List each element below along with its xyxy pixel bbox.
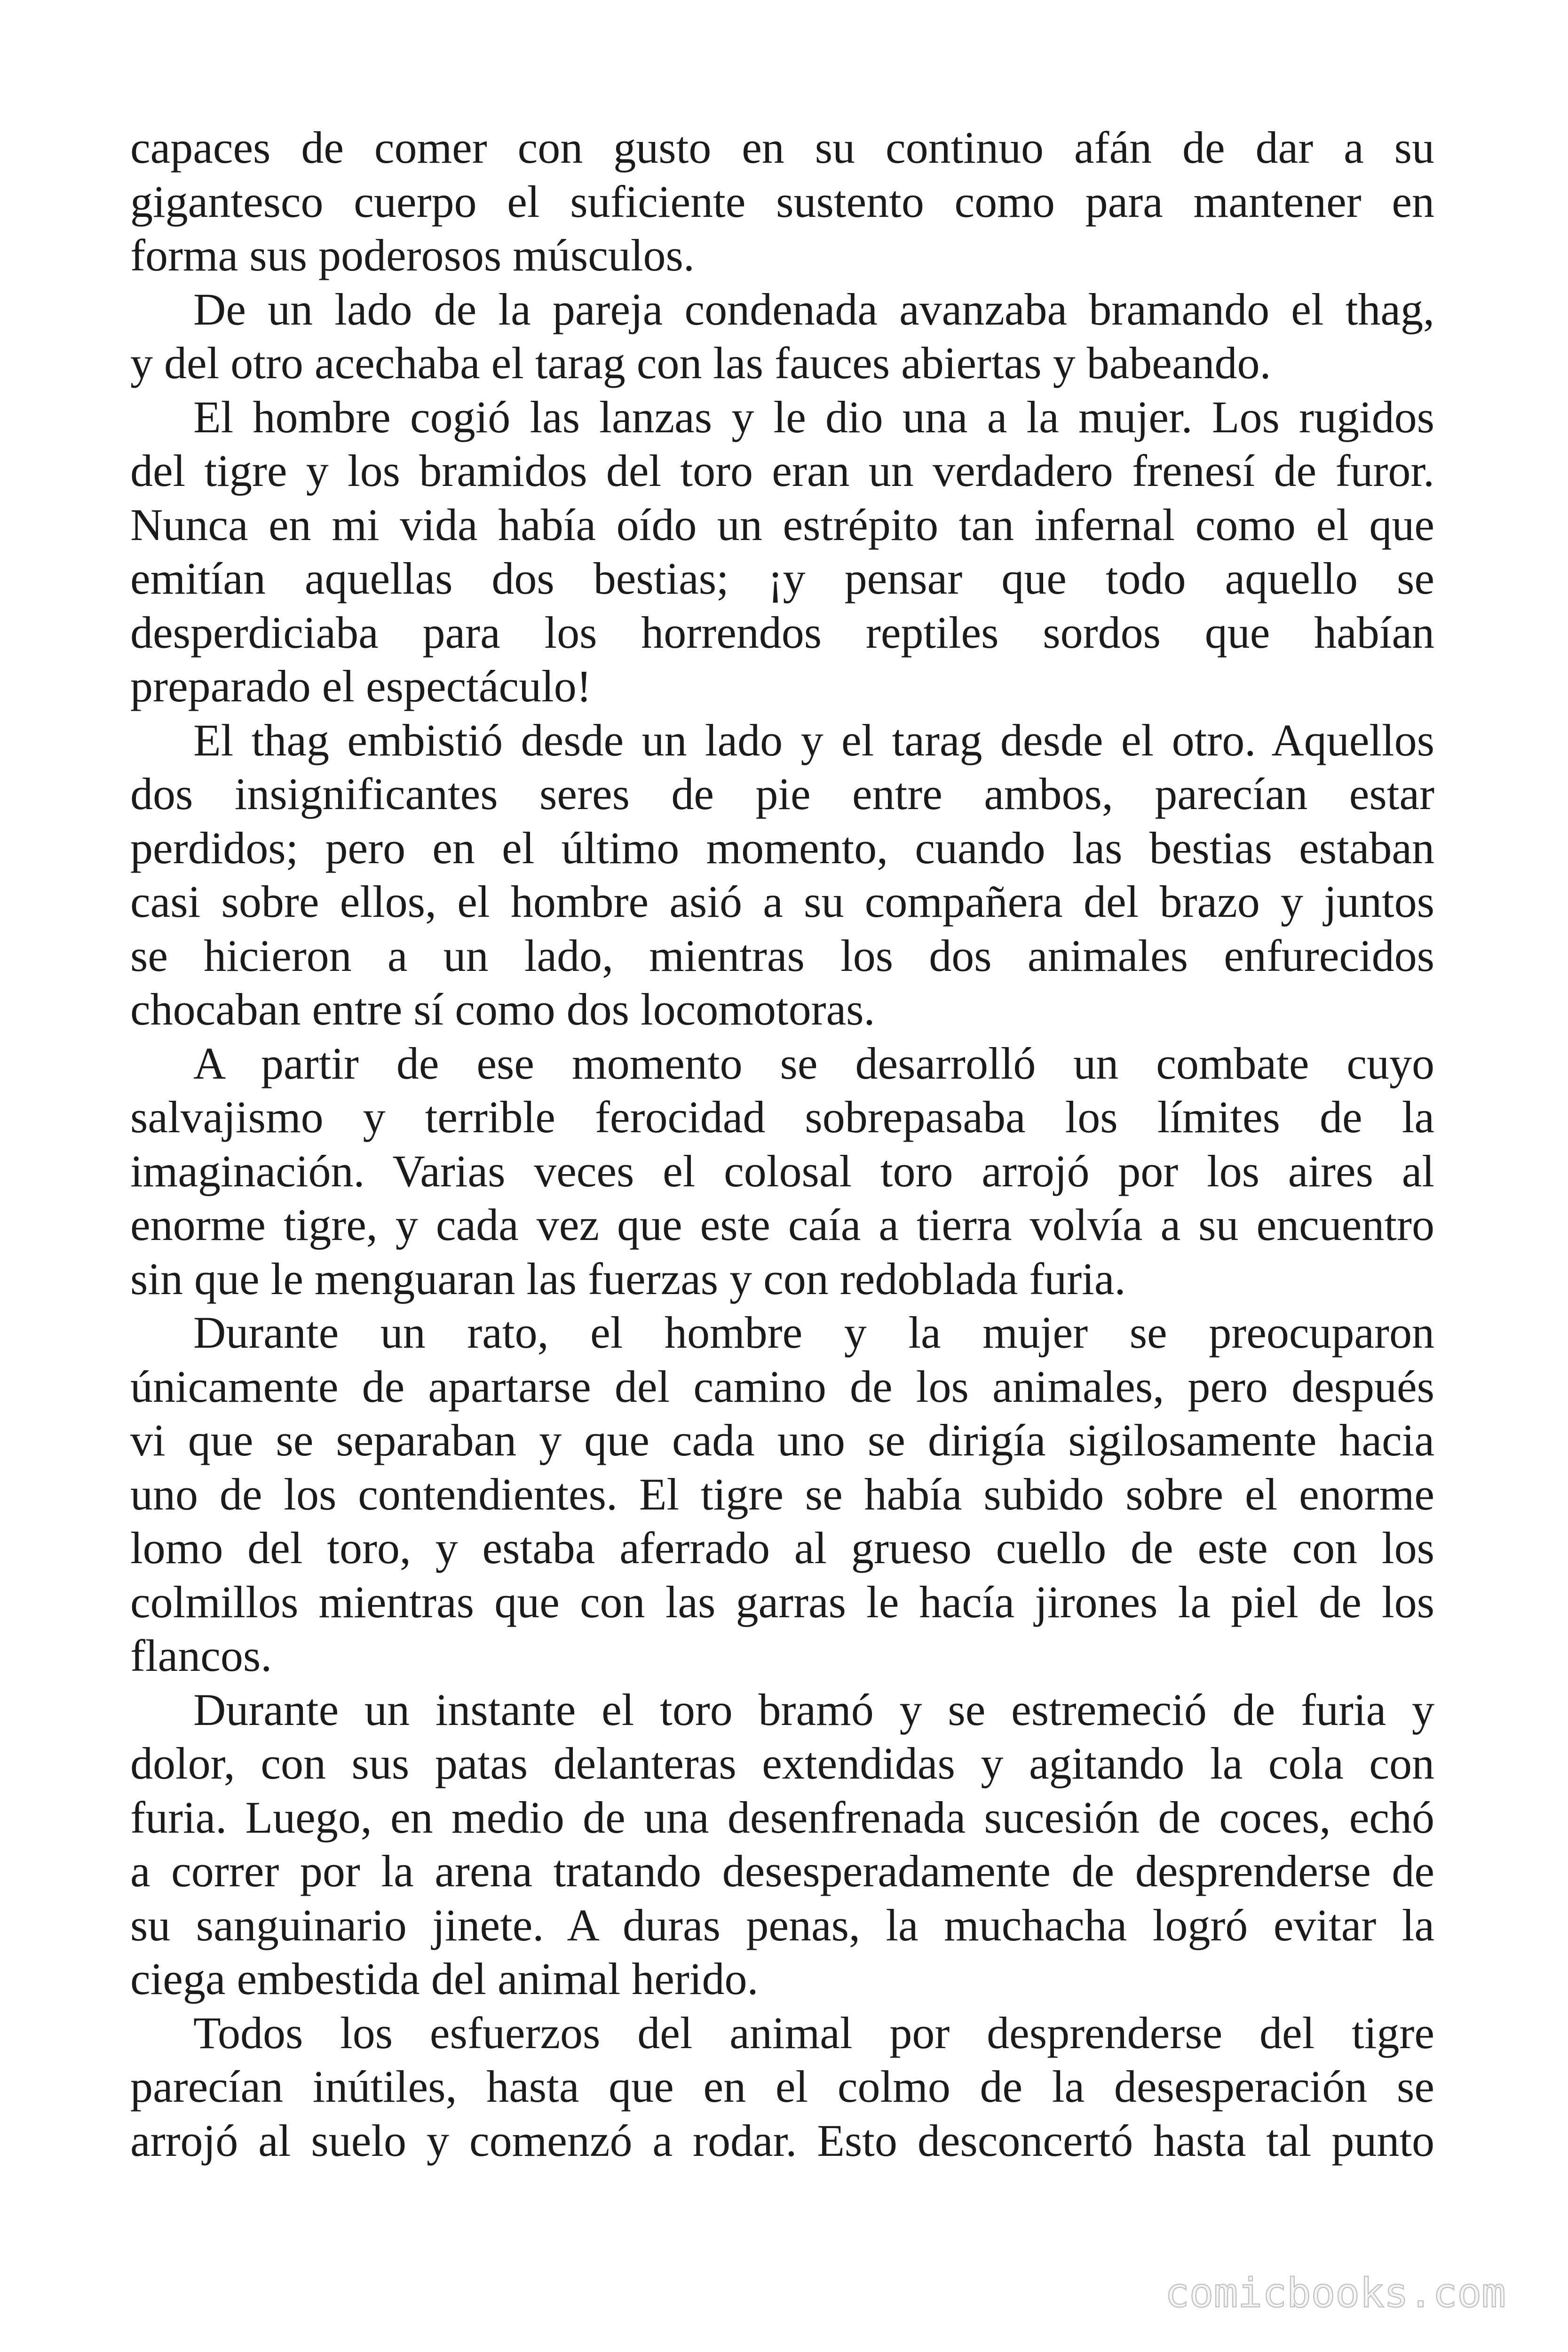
text-line: desperdiciaba para los horrendos reptiles sordos que habían	[130, 607, 1434, 658]
text-line: únicamente de apartarse del camino de los animales, pero después	[130, 1361, 1434, 1412]
text-line: dolor, con sus patas delanteras extendidas y agitando la cola con	[130, 1738, 1434, 1788]
text-line: colmillos mientras que con las garras le hacía jirones la piel de los	[130, 1576, 1434, 1627]
body-text	[130, 121, 1434, 2168]
text-line: parecían inútiles, hasta que en el colmo de la desesperación se	[130, 2061, 1434, 2112]
paragraph	[130, 283, 1434, 390]
text-line: El hombre cogió las lanzas y le dio una a la mujer. Los rugidos	[193, 391, 1434, 442]
text-line: capaces de comer con gusto en su continuo afán de dar a su	[130, 122, 1434, 173]
text-line: casi sobre ellos, el hombre asió a su compañera del brazo y juntos	[130, 876, 1434, 927]
text-line: Durante un instante el toro bramó y se estremeció de furia y	[193, 1684, 1434, 1735]
paragraph	[130, 2006, 1434, 2168]
text-line: a correr por la arena tratando desesperadamente de desprenderse de	[130, 1846, 1434, 1896]
paragraph	[130, 1306, 1434, 1683]
text-line: preparado el espectáculo!	[130, 661, 592, 711]
text-line: A partir de ese momento se desarrolló un combate cuyo	[193, 1038, 1434, 1089]
text-line: Todos los esfuerzos del animal por desprenderse del tigre	[193, 2007, 1434, 2058]
paragraph	[130, 121, 1434, 283]
text-line: flancos.	[130, 1630, 272, 1681]
text-line: emitían aquellas dos bestias; ¡y pensar que todo aquello se	[130, 553, 1434, 604]
text-line: El thag embistió desde un lado y el tarag desde el otro. Aquellos	[193, 715, 1434, 765]
paragraph	[130, 390, 1434, 714]
text-line: gigantesco cuerpo el suficiente sustento como para mantener en	[130, 176, 1434, 227]
text-line: y del otro acechaba el tarag con las fauces abiertas y babeando.	[130, 338, 1271, 388]
text-line: forma sus poderosos músculos.	[130, 230, 695, 280]
paragraph	[130, 1037, 1434, 1306]
text-line: furia. Luego, en medio de una desenfrenada sucesión de coces, echó	[130, 1792, 1434, 1843]
paragraph	[130, 714, 1434, 1037]
text-line: enorme tigre, y cada vez que este caía a tierra volvía a su encuentro	[130, 1200, 1434, 1250]
paragraph	[130, 1683, 1434, 2006]
text-line: vi que se separaban y que cada uno se dirigía sigilosamente hacia	[130, 1415, 1434, 1465]
text-line: Durante un rato, el hombre y la mujer se preocuparon	[193, 1307, 1434, 1358]
text-line: del tigre y los bramidos del toro eran un verdadero frenesí de furor.	[130, 445, 1434, 496]
text-line: imaginación. Varias veces el colosal toro arrojó por los aires al	[130, 1145, 1434, 1196]
text-line: se hicieron a un lado, mientras los dos animales enfurecidos	[130, 930, 1434, 981]
text-line: su sanguinario jinete. A duras penas, la muchacha logró evitar la	[130, 1899, 1434, 1950]
text-line: dos insignificantes seres de pie entre ambos, parecían estar	[130, 769, 1434, 819]
text-line: sin que le menguaran las fuerzas y con redoblada furia.	[130, 1253, 1126, 1304]
text-line: De un lado de la pareja condenada avanzaba bramando el thag,	[193, 284, 1434, 334]
text-line: uno de los contendientes. El tigre se había subido sobre el enorme	[130, 1469, 1434, 1519]
watermark: comicbooks.com	[1165, 2270, 1506, 2317]
text-line: Nunca en mi vida había oído un estrépito tan infernal como el que	[130, 499, 1434, 550]
text-line: perdidos; pero en el último momento, cuando las bestias estaban	[130, 822, 1434, 873]
text-line: arrojó al suelo y comenzó a rodar. Esto desconcertó hasta tal punto	[130, 2115, 1434, 2166]
text-line: lomo del toro, y estaba aferrado al grueso cuello de este con los	[130, 1523, 1434, 1573]
text-line: chocaban entre sí como dos locomotoras.	[130, 984, 875, 1034]
text-line: salvajismo y terrible ferocidad sobrepasaba los límites de la	[130, 1092, 1434, 1142]
text-line: ciega embestida del animal herido.	[130, 1954, 759, 2004]
